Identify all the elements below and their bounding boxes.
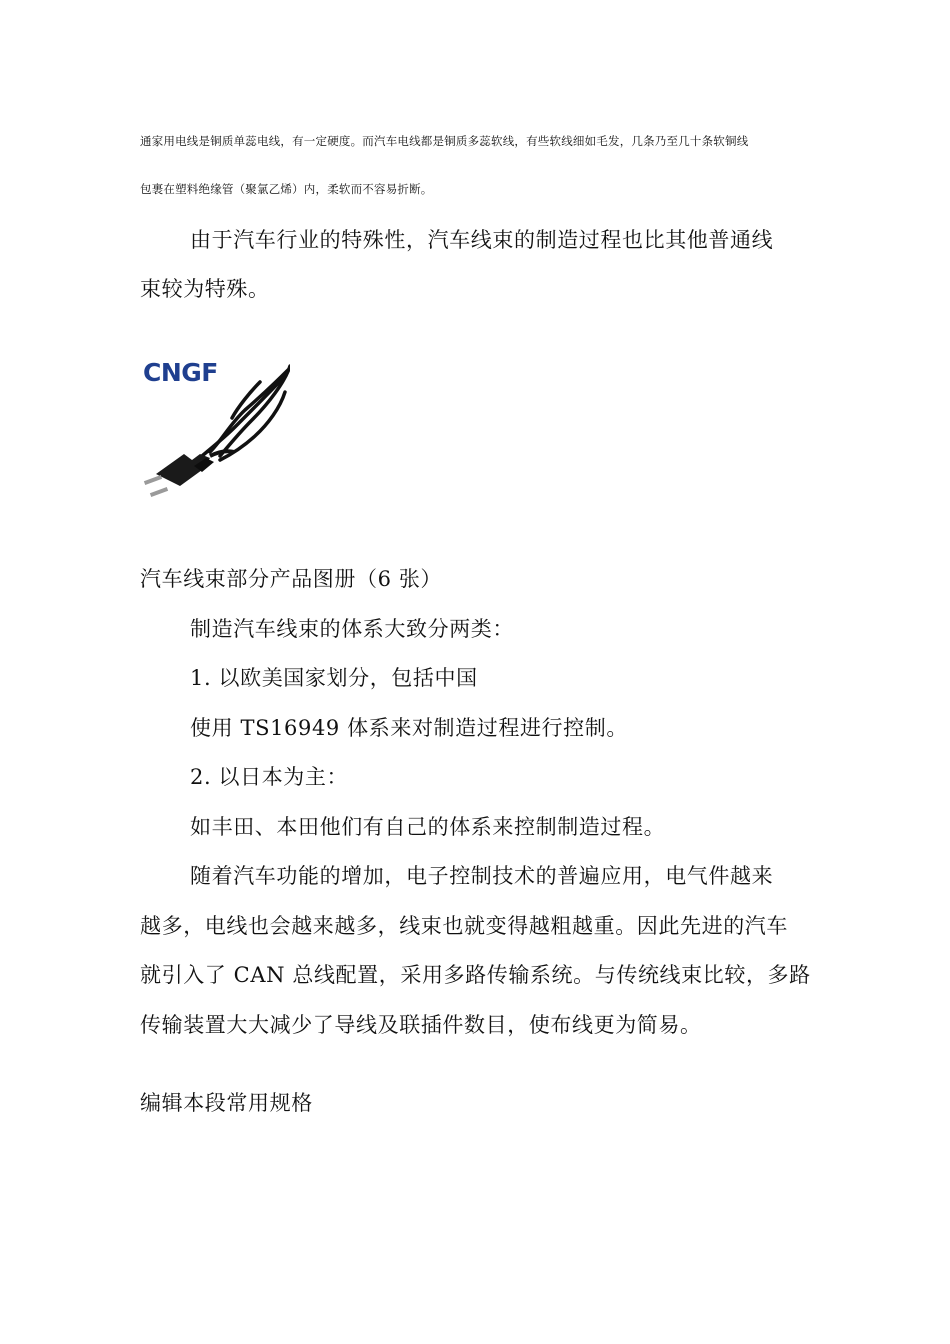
paragraph-8-line-3: 就引入了 CAN 总线配置，采用多路传输系统。与传统线束比较，多路: [140, 963, 811, 987]
image-caption: 汽车线束部分产品图册（6 张）: [140, 567, 443, 591]
paragraph-8-line-4: 传输装置大大减少了导线及联插件数目，使布线更为简易。: [140, 1013, 702, 1037]
paragraph-7: 如丰田、本田他们有自己的体系来控制制造过程。: [190, 815, 666, 839]
paragraph-6: 2. 以日本为主：: [190, 765, 349, 789]
paragraph-1-line-1: 通家用电线是铜质单蕊电线，有一定硬度。而汽车电线都是铜质多蕊软线，有些软线细如毛发，几条乃至几十条软铜线: [140, 134, 749, 148]
paragraph-8-line-2: 越多，电线也会越来越多，线束也就变得越粗越重。因此先进的汽车: [140, 914, 788, 938]
paragraph-1-line-2: 包裹在塑料绝缘管（聚氯乙烯）内，柔软而不容易折断。: [140, 182, 433, 196]
paragraph-4: 1. 以欧美国家划分，包括中国: [190, 666, 478, 690]
paragraph-5: 使用 TS16949 体系来对制造过程进行控制。: [190, 716, 628, 740]
paragraph-3: 制造汽车线束的体系大致分两类：: [190, 617, 514, 641]
paragraph-2-line-1: 由于汽车行业的特殊性，汽车线束的制造过程也比其他普通线: [190, 228, 774, 252]
section-heading: 编辑本段常用规格: [140, 1091, 313, 1115]
product-image-power-cord: [140, 352, 290, 517]
paragraph-2-line-2: 束较为特殊。: [140, 277, 270, 301]
cngf-logo: CNGF: [143, 358, 218, 387]
paragraph-8-line-1: 随着汽车功能的增加，电子控制技术的普遍应用，电气件越来: [190, 864, 774, 888]
